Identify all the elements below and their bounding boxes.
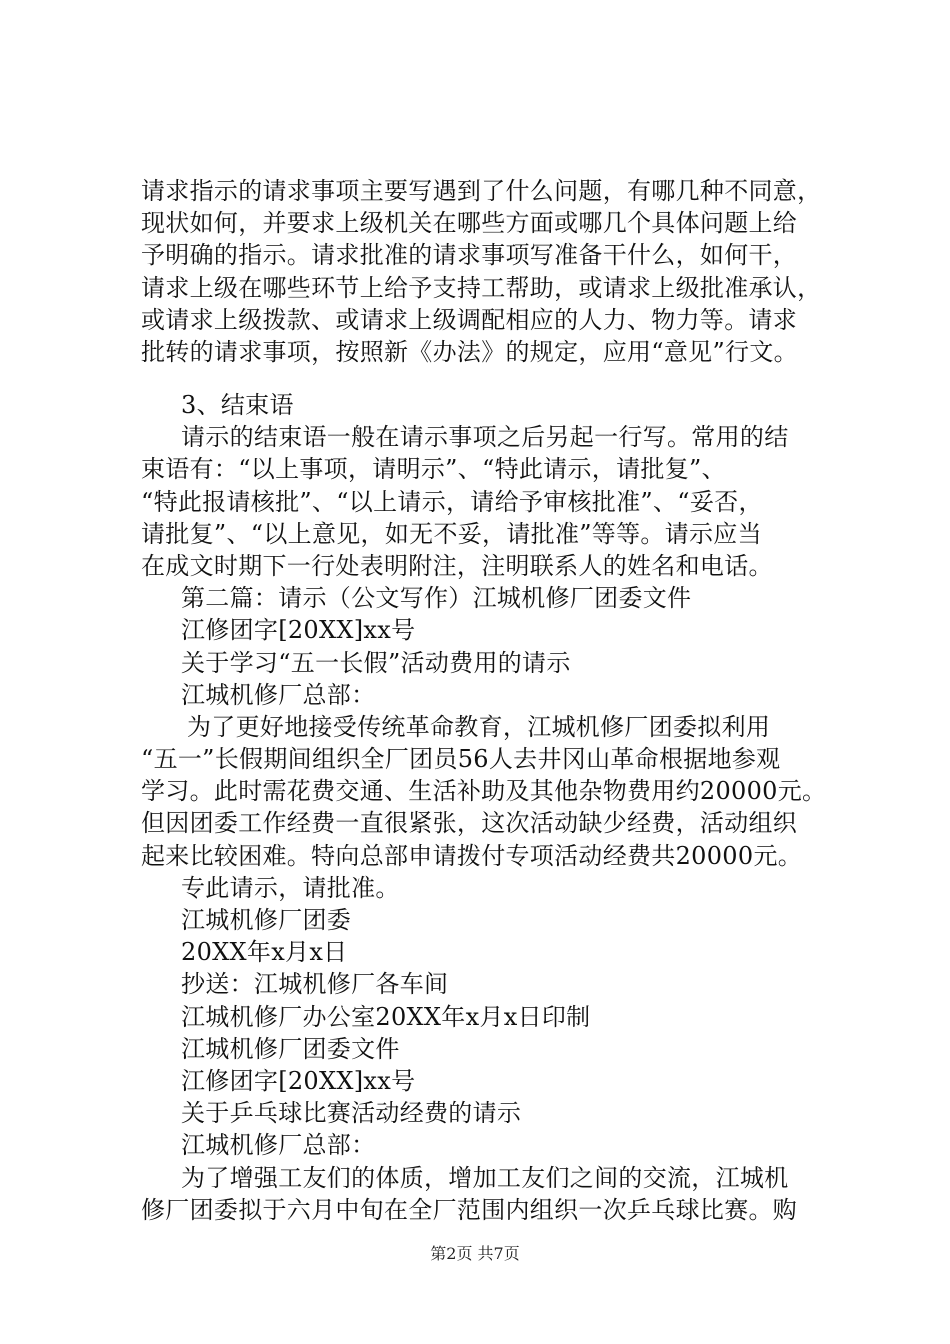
page-footer: 第2页 共7页 xyxy=(430,1244,520,1263)
text-line: 批转的请求事项，按照新《办法》的规定，应用“意见”行文。 xyxy=(141,337,798,366)
document-subject: 关于学习“五一长假”活动费用的请示 xyxy=(181,648,571,677)
document-number: 江修团字[20XX]xx号 xyxy=(181,616,416,645)
signer: 江城机修厂团委 xyxy=(181,906,352,934)
addressee: 江城机修厂总部： xyxy=(181,1131,376,1160)
text-line: 学习。此时需花费交通、生活补助及其他杂物费用约20000元。 xyxy=(141,777,827,806)
document-header: 江城机修厂团委文件 xyxy=(181,1034,400,1063)
text-line: 予明确的指示。请求批准的请求事项写准备干什么，如何干， xyxy=(141,241,798,270)
section-heading: 3、结束语 xyxy=(181,391,294,419)
text-line: “五一”长假期间组织全厂团员56人去井冈山革命根据地参观 xyxy=(141,745,781,774)
text-line: 起来比较困难。特向总部申请拨付专项活动经费共20000元。 xyxy=(141,841,803,870)
text-line: “特此报请核批”、“以上请示，请给予审核批准”、“妥否， xyxy=(141,487,763,516)
text-line: 请批复”、“以上意见，如无不妥，请批准”等等。请示应当 xyxy=(141,519,762,548)
cc-line: 抄送：江城机修厂各车间 xyxy=(181,970,449,999)
document-number: 江修团字[20XX]xx号 xyxy=(181,1066,416,1095)
text-line: 为了更好地接受传统革命教育，江城机修厂团委拟利用 xyxy=(187,712,771,741)
text-line: 请求上级在哪些环节上给予支持工帮助，或请求上级批准承认， xyxy=(141,273,822,302)
document-date: 20XX年x月x日 xyxy=(181,938,348,967)
text-line: 修厂团委拟于六月中旬在全厂范围内组织一次乒乓球比赛。购 xyxy=(141,1195,798,1224)
text-line: 请示的结束语一般在请示事项之后另起一行写。常用的结 xyxy=(181,423,789,452)
closing-phrase: 专此请示，请批准。 xyxy=(181,873,400,902)
part-title: 第二篇：请示（公文写作）江城机修厂团委文件 xyxy=(181,584,692,613)
text-line: 请求指示的请求事项主要写遇到了什么问题，有哪几种不同意， xyxy=(141,177,822,205)
section-closing-words xyxy=(141,389,841,1226)
text-line: 但因团委工作经费一直很紧张，这次活动缺少经费，活动组织 xyxy=(141,809,798,838)
addressee: 江城机修厂总部： xyxy=(181,680,376,709)
text-line: 为了增强工友们的体质，增加工友们之间的交流，江城机 xyxy=(181,1163,789,1192)
document-subject: 关于乒乓球比赛活动经费的请示 xyxy=(181,1099,522,1128)
text-line: 在成文时期下一行处表明附注，注明联系人的姓名和电话。 xyxy=(141,551,773,580)
print-info: 江城机修厂办公室20XX年x月x日印制 xyxy=(181,1002,591,1031)
text-line: 束语有：“以上事项，请明示”、“特此请示，请批复”、 xyxy=(141,455,726,484)
text-line: 或请求上级拨款、或请求上级调配相应的人力、物力等。请求 xyxy=(141,305,798,334)
text-line: 现状如何，并要求上级机关在哪些方面或哪几个具体问题上给 xyxy=(141,209,798,238)
paragraph-request-items xyxy=(141,175,841,368)
